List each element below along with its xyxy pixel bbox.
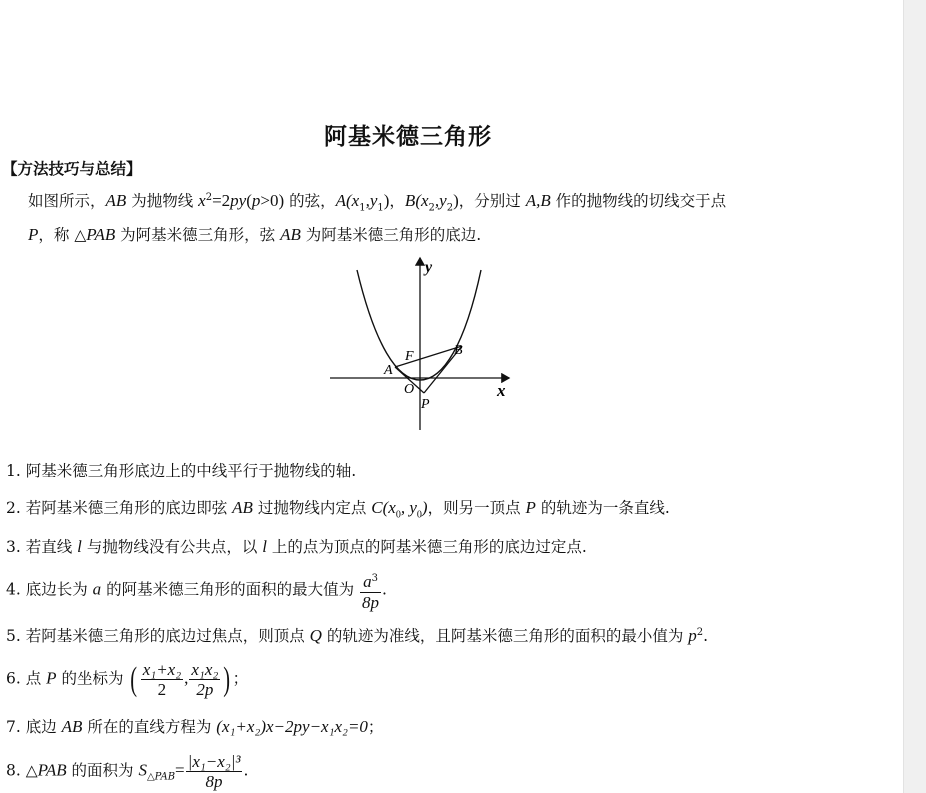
math-l: l [77,537,82,556]
math-C-coords: ($x_0$, $y_0$) [382,498,428,521]
fraction-x-mid [141,660,183,699]
math-close: ) [453,191,459,211]
list-item [6,569,387,612]
math-l: l [262,537,267,556]
item-text: 的坐标为 [56,669,129,688]
math-gt0: >0) [260,191,285,211]
math-py: py [230,191,247,211]
math-exp-2: 2 [696,626,704,638]
item-text: ； [367,718,384,736]
item-text: ，则另一顶点 [427,499,526,517]
math-p: p [688,626,697,645]
item-text: 7. 底边 [6,718,62,736]
math-exp-2: 2 [205,192,213,203]
list-item [6,535,587,557]
fraction-y [189,660,220,699]
math-a: a [92,579,102,599]
math-S: S [138,760,147,780]
intro-text: 为阿基米德三角形，弦 [115,226,281,245]
parabola-curve [357,270,481,380]
item-text: 8. △ [6,761,38,780]
math-AB: AB [232,498,253,517]
intro-text: 为抛物线 [126,192,199,211]
frac-num: a [363,572,372,592]
math-p: p [251,191,261,211]
label-F: F [405,349,414,364]
math-PAB: PAB [86,225,116,245]
item-text: . [382,580,387,599]
label-O: O [404,382,415,397]
intro-text: 为阿基米德三角形的底边. [300,226,482,245]
section-heading: 【方法技巧与总结】 [2,160,142,178]
frac-num: x₁x₂ [191,660,219,679]
intro-text: 作的抛物线的切线交于点 [550,192,727,211]
math-paren: ( [246,191,252,211]
item-text: . [243,761,249,780]
intro-text: ，称 △ [38,226,87,245]
intro-text: 的弦， [284,192,336,211]
math-AB: AB [61,717,83,736]
math-y2: ,y [434,191,447,211]
frac-num: |x₁−x₂|³ [187,752,241,771]
list-item [6,496,670,520]
item-text: ； [232,669,249,688]
math-B: B [404,191,416,211]
parabola-figure [327,255,517,433]
fraction-a3-8p [360,569,381,612]
intro-text: ，分别过 [458,192,526,211]
label-A: A [384,363,393,378]
math-sub-PAB: △PAB [146,771,176,783]
math-x1: (x [345,191,360,211]
math-close: ) [383,191,390,211]
item-text: 的面积为 [66,761,139,780]
item-text: 的阿基米德三角形的面积的最大值为 [101,580,360,599]
label-y: y [425,259,433,276]
frac-den: 2p [196,680,214,699]
math-A: A [335,191,346,211]
item-text: 2. 若阿基米德三角形的底边即弦 [6,499,233,517]
list-item [6,660,248,699]
math-P: P [28,225,39,245]
math-AB: AB [280,225,301,245]
math-sub-1: 1 [377,202,384,214]
math-ab: AB [105,191,127,211]
item-1-text: 1. 阿基米德三角形底边上的中线平行于抛物线的轴. [6,462,357,480]
list-item [6,715,383,737]
math-exp-3: 3 [371,573,378,584]
math-x2: (x [415,191,429,211]
math-x: x [198,191,206,211]
comma: , [184,668,189,688]
item-text: . [703,627,709,645]
math-y1: ,y [365,191,378,211]
item-text: 过抛物线内定点 [252,499,372,517]
vertical-scrollbar[interactable] [903,0,926,793]
item-text: 的轨迹为一条直线. [535,499,670,517]
item-text: 5. 若阿基米德三角形的底边过焦点，则顶点 [6,627,310,645]
math-eq: = [175,760,185,780]
frac-den: 8p [205,772,223,791]
math-sub-2: 2 [446,202,454,214]
list-item [6,624,708,646]
item-text: 3. 若直线 [6,538,78,556]
fraction-area [186,752,243,791]
item-text: 上的点为顶点的阿基米德三角形的底边过定点. [266,538,587,556]
math-sub-2: 2 [428,202,435,214]
intro-paragraph [28,184,848,249]
math-P: P [525,498,536,517]
frac-num: x₁+x₂ [142,660,182,679]
item-text: 6. 点 [6,669,47,688]
label-B: B [454,343,463,358]
intro-text: 如图所示， [28,192,106,211]
page-title: 阿基米德三角形 [324,124,492,150]
math-C: C [371,498,383,517]
item-text: 的轨迹为准线，且阿基米德三角形的面积的最小值为 [321,627,689,645]
label-x: x [497,381,506,400]
math-sub-1: 1 [359,202,366,214]
frac-den: 8p [362,593,380,613]
math-Q: Q [309,626,322,645]
math-line-eq: (x₁+x₂)x−2py−x₁x₂=0 [216,717,368,736]
list-item [6,459,356,481]
label-P: P [421,397,430,412]
item-text: 与抛物线没有公共点，以 [81,538,263,556]
math-PAB: PAB [37,760,67,780]
math-P: P [46,668,57,688]
item-text: 4. 底边长为 [6,580,93,599]
intro-text: ， [389,192,405,211]
math-A-B: A,B [525,191,551,211]
frac-den: 2 [157,680,167,699]
paren-right: ) [223,660,231,698]
paren-left: ( [130,660,138,698]
item-text: 所在的直线方程为 [82,718,217,736]
list-item [6,752,248,791]
math-eq: =2 [212,191,231,211]
